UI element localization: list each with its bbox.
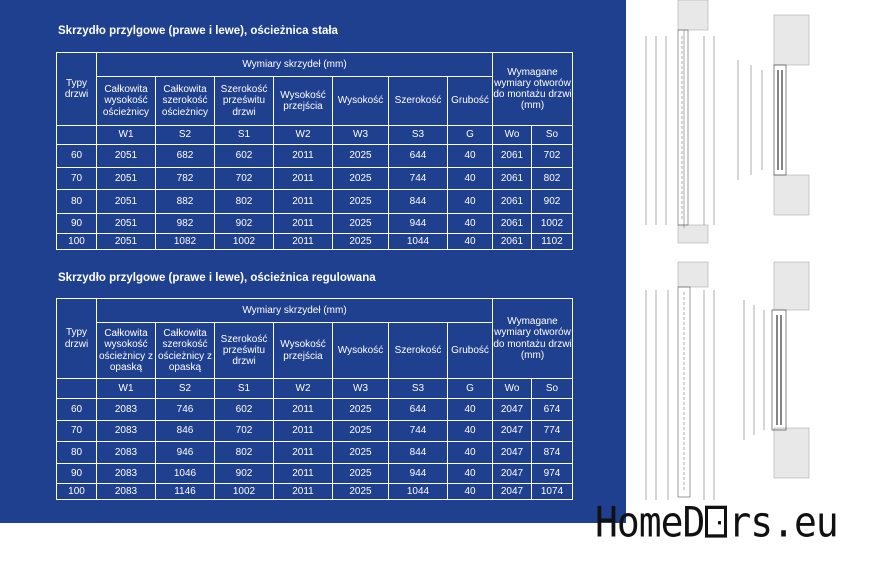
value-cell: 2011 <box>274 399 333 421</box>
sub-header: Szerokość prześwitu drzwi <box>215 77 274 126</box>
value-cell: 2011 <box>274 442 333 464</box>
value-cell: 1146 <box>156 484 215 500</box>
sub-header: Wysokość <box>333 77 389 126</box>
sub-header: Wysokość przejścia <box>274 323 333 379</box>
value-cell: 882 <box>156 190 215 214</box>
value-cell: 802 <box>215 190 274 214</box>
table-2-title: Skrzydło przylgowe (prawe i lewe), ościeżnica regulowana <box>58 272 376 284</box>
value-cell: 2083 <box>97 464 156 484</box>
value-cell: 1044 <box>389 234 448 250</box>
value-cell: 2061 <box>493 234 532 250</box>
homedoors-logo: HomeD rs.eu <box>595 498 838 547</box>
dimension-code: W3 <box>333 379 389 399</box>
dimension-code: So <box>532 379 573 399</box>
door-type-cell: 90 <box>57 464 97 484</box>
sub-header: Całkowita szerokość ościeżnicy z opaską <box>156 323 215 379</box>
dimension-code: S2 <box>156 126 215 145</box>
value-cell: 2083 <box>97 399 156 421</box>
sub-header: Szerokość <box>389 77 448 126</box>
value-cell: 40 <box>448 484 493 500</box>
value-cell: 902 <box>532 190 573 214</box>
sub-header: Całkowita wysokość ościeżnicy <box>97 77 156 126</box>
value-cell: 2061 <box>493 168 532 190</box>
value-cell: 644 <box>389 399 448 421</box>
door-type-cell: 60 <box>57 145 97 168</box>
value-cell: 874 <box>532 442 573 464</box>
dimension-code: S1 <box>215 379 274 399</box>
value-cell: 2025 <box>333 145 389 168</box>
value-cell: 602 <box>215 399 274 421</box>
door-type-cell: 60 <box>57 399 97 421</box>
value-cell: 2061 <box>493 145 532 168</box>
value-cell: 982 <box>156 214 215 234</box>
value-cell: 944 <box>389 464 448 484</box>
value-cell: 2051 <box>97 190 156 214</box>
value-cell: 644 <box>389 145 448 168</box>
dimension-code: So <box>532 126 573 145</box>
dimension-code: G <box>448 379 493 399</box>
group-header: Wymiary skrzydeł (mm) <box>97 299 493 323</box>
value-cell: 2047 <box>493 464 532 484</box>
value-cell: 2025 <box>333 214 389 234</box>
door-type-cell: 100 <box>57 484 97 500</box>
table-row <box>57 484 573 500</box>
wall-top-icon <box>678 0 708 30</box>
value-cell: 40 <box>448 168 493 190</box>
table-row <box>57 168 573 190</box>
value-cell: 1102 <box>532 234 573 250</box>
value-cell: 902 <box>215 214 274 234</box>
value-cell: 802 <box>532 168 573 190</box>
value-cell: 2047 <box>493 442 532 464</box>
door-icon <box>705 506 727 538</box>
value-cell: 782 <box>156 168 215 190</box>
value-cell: 946 <box>156 442 215 464</box>
sub-header: Grubość <box>448 323 493 379</box>
value-cell: 2047 <box>493 421 532 442</box>
value-cell: 702 <box>215 421 274 442</box>
value-cell: 944 <box>389 214 448 234</box>
value-cell: 2025 <box>333 190 389 214</box>
table-row <box>57 399 573 421</box>
value-cell: 1002 <box>215 234 274 250</box>
value-cell: 2083 <box>97 421 156 442</box>
value-cell: 602 <box>215 145 274 168</box>
door-type-cell: 70 <box>57 421 97 442</box>
value-cell: 2011 <box>274 464 333 484</box>
value-cell: 2061 <box>493 214 532 234</box>
value-cell: 2051 <box>97 168 156 190</box>
value-cell: 2047 <box>493 484 532 500</box>
value-cell: 2061 <box>493 190 532 214</box>
value-cell: 1044 <box>389 484 448 500</box>
value-cell: 2025 <box>333 442 389 464</box>
table-row <box>57 442 573 464</box>
group-header: Wymiary skrzydeł (mm) <box>97 53 493 77</box>
dimension-code: W2 <box>274 126 333 145</box>
dimension-code: Wo <box>493 126 532 145</box>
value-cell: 702 <box>532 145 573 168</box>
table-row <box>57 214 573 234</box>
value-cell: 40 <box>448 234 493 250</box>
value-cell: 674 <box>532 399 573 421</box>
sub-header: Całkowita wysokość ościeżnicy z opaską <box>97 323 156 379</box>
value-cell: 2051 <box>97 145 156 168</box>
technical-drawings <box>626 0 872 523</box>
spec-table-fixed-frame <box>56 52 573 250</box>
required-opening-header: Wymagane wymiary otworów do montażu drzwi (mm) <box>493 299 573 379</box>
value-cell: 682 <box>156 145 215 168</box>
dimension-code: S1 <box>215 126 274 145</box>
table-row <box>57 464 573 484</box>
value-cell: 40 <box>448 399 493 421</box>
value-cell: 2051 <box>97 234 156 250</box>
table-row <box>57 190 573 214</box>
door-type-cell: 80 <box>57 190 97 214</box>
value-cell: 746 <box>156 399 215 421</box>
value-cell: 1074 <box>532 484 573 500</box>
value-cell: 774 <box>532 421 573 442</box>
value-cell: 744 <box>389 421 448 442</box>
dimension-code: W2 <box>274 379 333 399</box>
dimension-code: G <box>448 126 493 145</box>
value-cell: 2011 <box>274 190 333 214</box>
dimension-code: W1 <box>97 379 156 399</box>
value-cell: 974 <box>532 464 573 484</box>
table-1-title: Skrzydło przylgowe (prawe i lewe), ościeżnica stała <box>58 25 338 37</box>
value-cell: 2011 <box>274 421 333 442</box>
value-cell: 2011 <box>274 234 333 250</box>
required-opening-header: Wymagane wymiary otworów do montażu drzwi (mm) <box>493 53 573 126</box>
value-cell: 1002 <box>532 214 573 234</box>
value-cell: 2025 <box>333 464 389 484</box>
value-cell: 1082 <box>156 234 215 250</box>
value-cell: 2025 <box>333 484 389 500</box>
value-cell: 40 <box>448 214 493 234</box>
value-cell: 40 <box>448 442 493 464</box>
sub-header: Wysokość <box>333 323 389 379</box>
value-cell: 844 <box>389 442 448 464</box>
sub-header: Grubość <box>448 77 493 126</box>
value-cell: 2083 <box>97 442 156 464</box>
dimension-code: W1 <box>97 126 156 145</box>
value-cell: 40 <box>448 190 493 214</box>
table-row <box>57 421 573 442</box>
dimension-code: S3 <box>389 126 448 145</box>
dimension-code: Wo <box>493 379 532 399</box>
value-cell: 844 <box>389 190 448 214</box>
door-type-cell: 100 <box>57 234 97 250</box>
value-cell: 2011 <box>274 484 333 500</box>
value-cell: 2011 <box>274 168 333 190</box>
value-cell: 2011 <box>274 145 333 168</box>
value-cell: 1002 <box>215 484 274 500</box>
dimension-code: S3 <box>389 379 448 399</box>
value-cell: 2047 <box>493 399 532 421</box>
sub-header: Wysokość przejścia <box>274 77 333 126</box>
col-header-type: Typy drzwi <box>57 53 97 126</box>
door-type-cell: 80 <box>57 442 97 464</box>
value-cell: 802 <box>215 442 274 464</box>
dimension-code: W3 <box>333 126 389 145</box>
door-type-cell: 90 <box>57 214 97 234</box>
table-row <box>57 234 573 250</box>
value-cell: 40 <box>448 145 493 168</box>
value-cell: 40 <box>448 421 493 442</box>
spec-table-adjustable-frame <box>56 298 573 500</box>
value-cell: 702 <box>215 168 274 190</box>
value-cell: 2025 <box>333 168 389 190</box>
value-cell: 2025 <box>333 399 389 421</box>
col-header-type: Typy drzwi <box>57 299 97 379</box>
value-cell: 744 <box>389 168 448 190</box>
table-row <box>57 145 573 168</box>
door-type-cell: 70 <box>57 168 97 190</box>
value-cell: 2011 <box>274 214 333 234</box>
value-cell: 2083 <box>97 484 156 500</box>
sub-header: Szerokość prześwitu drzwi <box>215 323 274 379</box>
value-cell: 2025 <box>333 234 389 250</box>
sub-header: Szerokość <box>389 323 448 379</box>
value-cell: 846 <box>156 421 215 442</box>
value-cell: 1046 <box>156 464 215 484</box>
value-cell: 2025 <box>333 421 389 442</box>
value-cell: 902 <box>215 464 274 484</box>
value-cell: 2051 <box>97 214 156 234</box>
sub-header: Całkowita szerokość ościeżnicy <box>156 77 215 126</box>
dimension-code: S2 <box>156 379 215 399</box>
value-cell: 40 <box>448 464 493 484</box>
